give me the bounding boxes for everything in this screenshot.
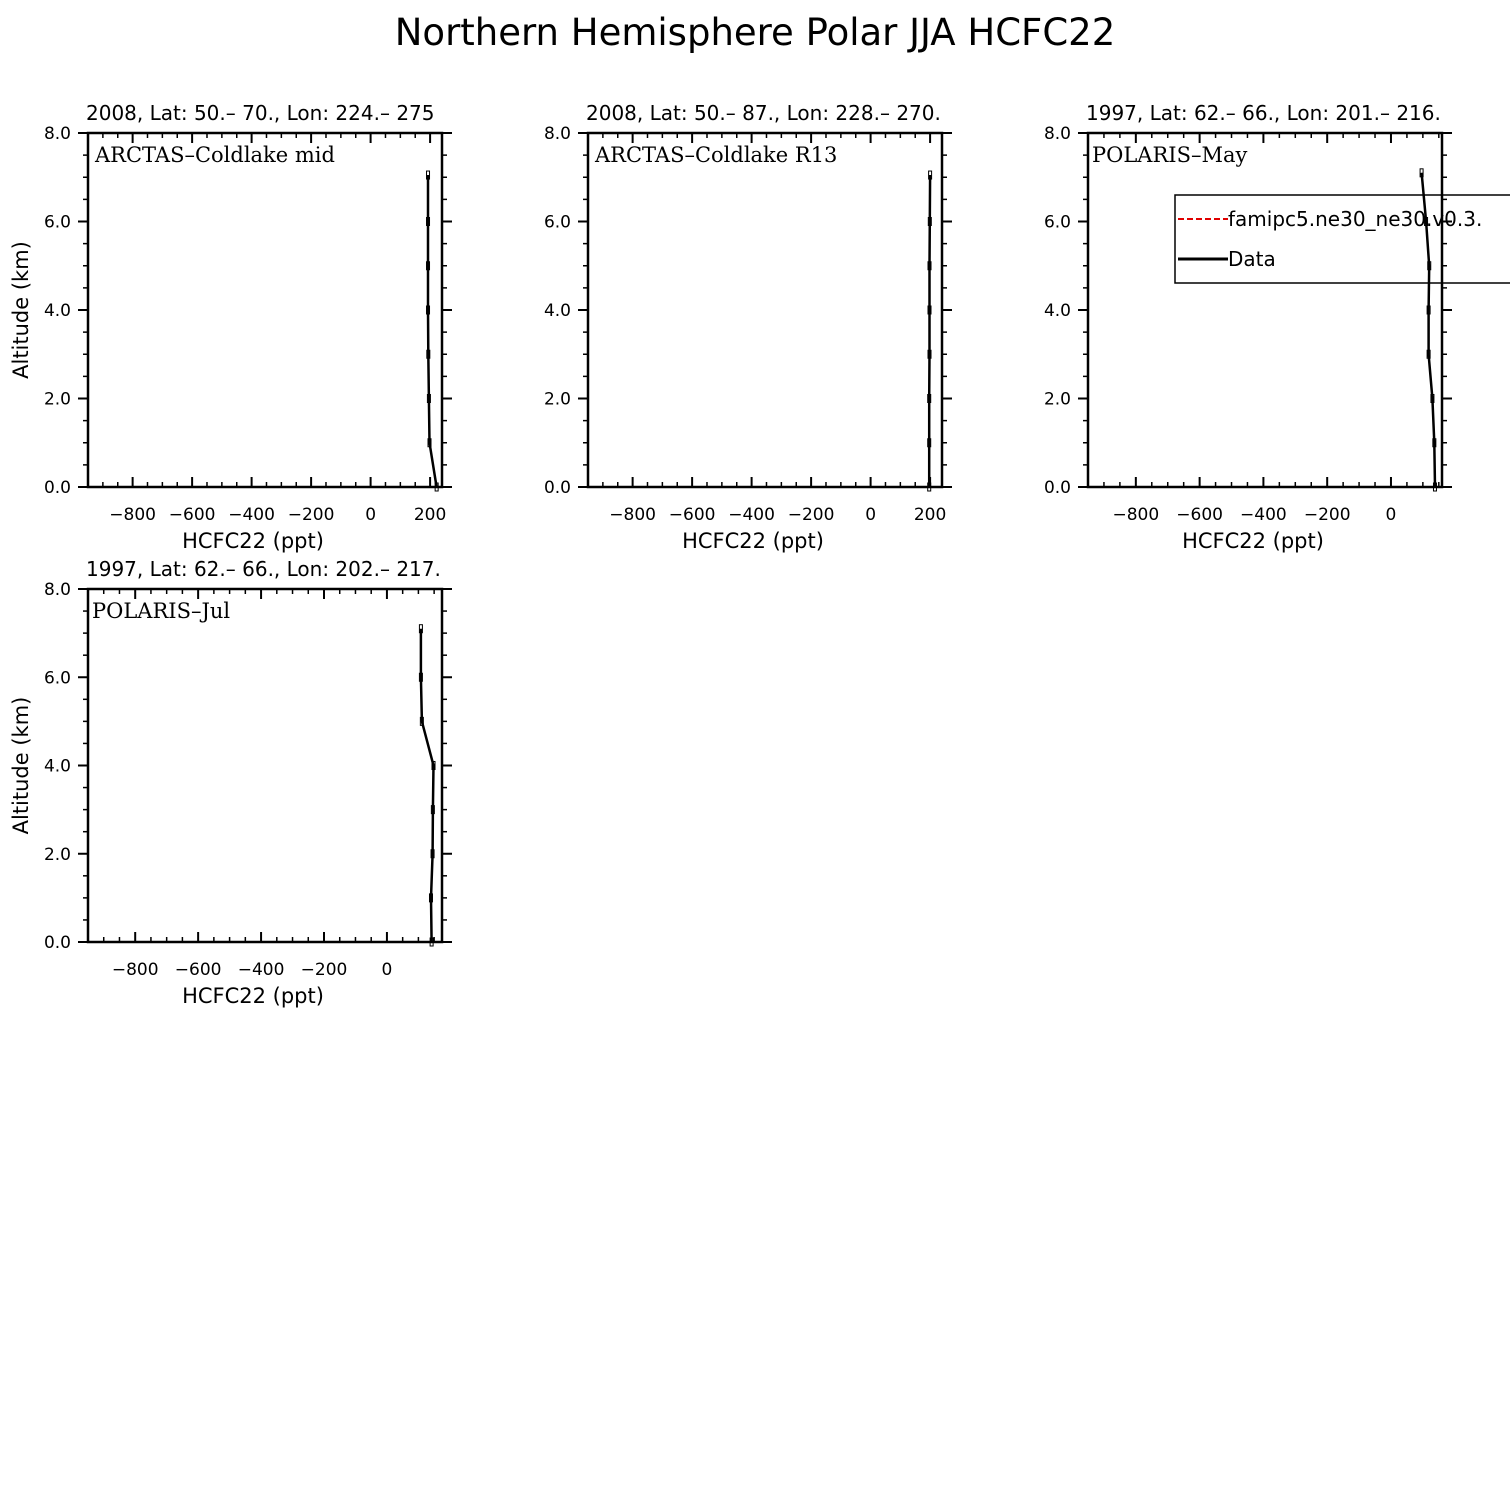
y-tick-label: 2.0: [43, 844, 71, 865]
legend-data-label: Data: [1228, 247, 1276, 271]
panel-title: 2008, Lat: 50.– 70., Lon: 224.– 275: [86, 101, 435, 125]
x-tick-label: −400: [1240, 505, 1287, 525]
panel-title: 2008, Lat: 50.– 87., Lon: 228.– 270.: [586, 101, 941, 125]
y-tick-label: 8.0: [43, 124, 71, 144]
x-tick-label: −200: [787, 505, 835, 525]
x-tick-label: −800: [111, 960, 159, 980]
panels: [9, 101, 1452, 1008]
y-tick-label: 0.0: [1043, 478, 1071, 498]
series-line-data: [929, 175, 930, 487]
panel-label: POLARIS–May: [1092, 143, 1248, 167]
x-tick-label: −600: [1176, 505, 1223, 525]
x-axis-label: HCFC22 (ppt): [682, 529, 824, 553]
panel-title: 1997, Lat: 62.– 66., Lon: 201.– 216.: [1086, 101, 1441, 125]
chart-panel-2: [544, 101, 952, 553]
y-tick-label: 2.0: [1043, 389, 1071, 410]
panel-label: ARCTAS–Coldlake R13: [595, 143, 838, 167]
x-tick-label: −400: [728, 505, 775, 525]
x-tick-label: 200: [913, 505, 947, 525]
y-tick-label: 4.0: [43, 301, 71, 321]
x-tick-label: −800: [1112, 505, 1160, 525]
y-tick-label: 2.0: [543, 389, 571, 410]
x-axis-label: HCFC22 (ppt): [182, 984, 324, 1008]
y-tick-label: 0.0: [43, 478, 71, 498]
legend: [1175, 195, 1510, 283]
x-tick-label: −400: [228, 505, 275, 525]
x-axis-label: HCFC22 (ppt): [182, 529, 324, 553]
y-tick-label: 4.0: [543, 301, 571, 321]
x-axis-label: HCFC22 (ppt): [1182, 529, 1324, 553]
y-tick-label: 0.0: [543, 478, 571, 498]
y-axis-label: Altitude (km): [9, 696, 33, 835]
plot-frame: [88, 133, 442, 487]
x-tick-label: −200: [1303, 505, 1351, 525]
y-tick-label: 8.0: [543, 124, 571, 144]
chart-panel-3: [1044, 101, 1452, 553]
panel-label: POLARIS–Jul: [92, 599, 231, 623]
x-tick-label: −200: [287, 505, 335, 525]
plot-frame: [588, 133, 942, 487]
x-tick-label: 200: [413, 505, 447, 525]
x-tick-label: 0: [865, 505, 877, 525]
chart-panel-4: [9, 557, 452, 1008]
x-tick-label: −600: [174, 960, 222, 980]
chart-panel-1: [9, 101, 452, 553]
panel-label: ARCTAS–Coldlake mid: [95, 143, 335, 167]
x-tick-label: 0: [1385, 505, 1397, 525]
x-tick-label: −800: [109, 505, 156, 525]
y-tick-label: 4.0: [43, 756, 71, 777]
x-tick-label: −200: [300, 960, 348, 980]
x-tick-label: −600: [168, 505, 216, 525]
plot-frame: [88, 589, 442, 942]
x-tick-label: −800: [609, 505, 656, 525]
y-tick-label: 2.0: [43, 389, 71, 410]
y-tick-label: 6.0: [1043, 212, 1071, 233]
y-tick-label: 4.0: [1043, 301, 1071, 321]
panel-title: 1997, Lat: 62.– 66., Lon: 202.– 217.: [86, 557, 441, 581]
x-tick-label: 0: [381, 960, 393, 980]
x-tick-label: −600: [668, 505, 716, 525]
y-tick-label: 6.0: [43, 212, 71, 233]
plot-frame: [1088, 133, 1442, 487]
legend-model-label: famipc5.ne30_ne30.v0.3.: [1228, 207, 1483, 231]
figure-title: Northern Hemisphere Polar JJA HCFC22: [394, 11, 1116, 54]
x-tick-label: −400: [237, 960, 285, 980]
y-tick-label: 0.0: [43, 933, 71, 953]
x-tick-label: 0: [365, 505, 377, 525]
y-tick-label: 8.0: [1043, 124, 1071, 144]
y-tick-label: 6.0: [543, 212, 571, 233]
y-tick-label: 6.0: [43, 668, 71, 689]
y-tick-label: 8.0: [43, 580, 71, 600]
y-axis-label: Altitude (km): [9, 241, 33, 379]
